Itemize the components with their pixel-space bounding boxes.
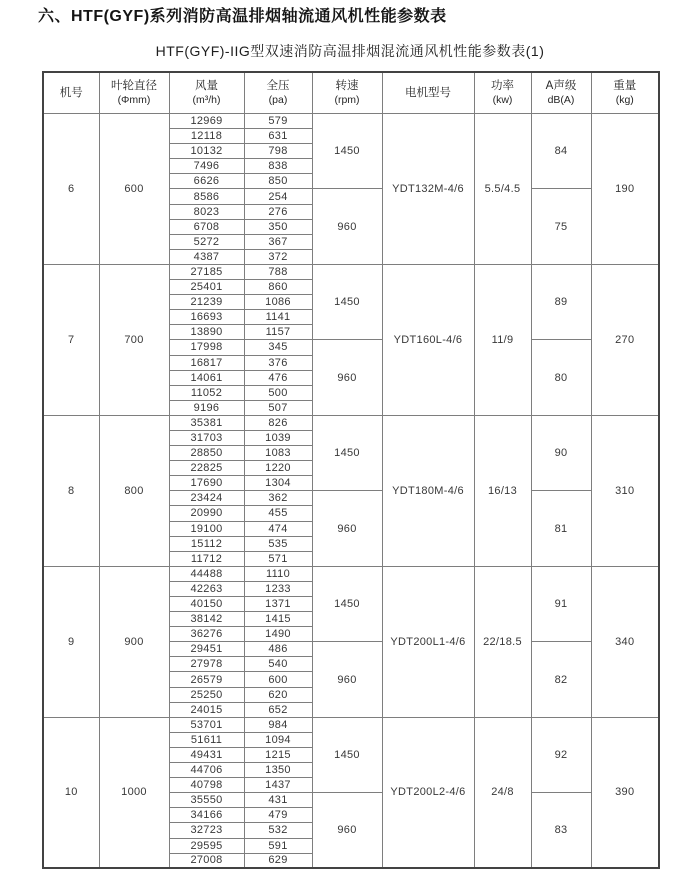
pressure-cell: 345 xyxy=(244,340,312,355)
motor-model-cell: YDT200L2-4/6 xyxy=(382,717,474,868)
pressure-cell: 629 xyxy=(244,853,312,868)
col-header-impeller-diameter xyxy=(99,72,169,114)
weight-cell: 310 xyxy=(591,415,659,566)
airflow-cell: 53701 xyxy=(169,717,244,732)
pressure-cell: 540 xyxy=(244,657,312,672)
airflow-cell: 44488 xyxy=(169,566,244,581)
machine-no-cell: 6 xyxy=(43,114,99,265)
airflow-cell: 28850 xyxy=(169,446,244,461)
pressure-cell: 431 xyxy=(244,793,312,808)
pressure-cell: 798 xyxy=(244,144,312,159)
weight-cell: 190 xyxy=(591,114,659,265)
airflow-cell: 19100 xyxy=(169,521,244,536)
airflow-cell: 16817 xyxy=(169,355,244,370)
pressure-cell: 1350 xyxy=(244,763,312,778)
pressure-cell: 652 xyxy=(244,702,312,717)
motor-model-cell: YDT200L1-4/6 xyxy=(382,566,474,717)
col-header-weight xyxy=(591,72,659,114)
header-unit: (m³/h) xyxy=(192,93,221,106)
col-header-power xyxy=(474,72,531,114)
airflow-cell: 9196 xyxy=(169,400,244,415)
airflow-cell: 49431 xyxy=(169,747,244,762)
airflow-cell: 27185 xyxy=(169,264,244,279)
impeller-diameter-cell: 800 xyxy=(99,415,169,566)
airflow-cell: 25250 xyxy=(169,687,244,702)
airflow-cell: 12118 xyxy=(169,129,244,144)
col-header-machine-no xyxy=(43,72,99,114)
speed-cell: 960 xyxy=(312,642,382,717)
noise-level-cell: 91 xyxy=(531,566,591,641)
airflow-cell: 17998 xyxy=(169,340,244,355)
pressure-cell: 984 xyxy=(244,717,312,732)
pressure-cell: 1083 xyxy=(244,446,312,461)
airflow-cell: 34166 xyxy=(169,808,244,823)
header-unit: (kg) xyxy=(615,93,634,106)
impeller-diameter-cell: 1000 xyxy=(99,717,169,868)
pressure-cell: 631 xyxy=(244,129,312,144)
pressure-cell: 1220 xyxy=(244,461,312,476)
pressure-cell: 1039 xyxy=(244,430,312,445)
airflow-cell: 11712 xyxy=(169,551,244,566)
airflow-cell: 20990 xyxy=(169,506,244,521)
power-cell: 16/13 xyxy=(474,415,531,566)
pressure-cell: 1110 xyxy=(244,566,312,581)
airflow-cell: 21239 xyxy=(169,295,244,310)
airflow-cell: 23424 xyxy=(169,491,244,506)
speed-cell: 1450 xyxy=(312,264,382,339)
pressure-cell: 486 xyxy=(244,642,312,657)
table-row xyxy=(43,717,659,732)
pressure-cell: 532 xyxy=(244,823,312,838)
table-header xyxy=(43,72,659,114)
table-row xyxy=(43,566,659,581)
airflow-cell: 40798 xyxy=(169,778,244,793)
noise-level-cell: 89 xyxy=(531,264,591,339)
impeller-diameter-cell: 900 xyxy=(99,566,169,717)
noise-level-cell: 92 xyxy=(531,717,591,792)
header-label: 功率 xyxy=(491,79,514,92)
impeller-diameter-cell: 700 xyxy=(99,264,169,415)
machine-no-cell: 9 xyxy=(43,566,99,717)
airflow-cell: 15112 xyxy=(169,536,244,551)
noise-level-cell: 83 xyxy=(531,793,591,868)
pressure-cell: 1141 xyxy=(244,310,312,325)
airflow-cell: 10132 xyxy=(169,144,244,159)
noise-level-cell: 80 xyxy=(531,340,591,415)
pressure-cell: 1415 xyxy=(244,612,312,627)
airflow-cell: 35381 xyxy=(169,415,244,430)
pressure-cell: 1304 xyxy=(244,476,312,491)
pressure-cell: 254 xyxy=(244,189,312,204)
header-label: 转速 xyxy=(335,79,359,92)
motor-model-cell: YDT180M-4/6 xyxy=(382,415,474,566)
airflow-cell: 5272 xyxy=(169,234,244,249)
table-row xyxy=(43,264,659,279)
airflow-cell: 25401 xyxy=(169,280,244,295)
airflow-cell: 31703 xyxy=(169,430,244,445)
airflow-cell: 14061 xyxy=(169,370,244,385)
header-label: 电机型号 xyxy=(405,86,451,99)
header-label: 风量 xyxy=(195,79,218,92)
pressure-cell: 1233 xyxy=(244,581,312,596)
airflow-cell: 27978 xyxy=(169,657,244,672)
airflow-cell: 13890 xyxy=(169,325,244,340)
motor-model-cell: YDT160L-4/6 xyxy=(382,264,474,415)
pressure-cell: 860 xyxy=(244,280,312,295)
power-cell: 5.5/4.5 xyxy=(474,114,531,265)
airflow-cell: 44706 xyxy=(169,763,244,778)
pressure-cell: 1157 xyxy=(244,325,312,340)
airflow-cell: 12969 xyxy=(169,114,244,129)
page-title: 六、HTF(GYF)系列消防高温排烟轴流通风机性能参数表 xyxy=(38,8,447,25)
noise-level-cell: 81 xyxy=(531,491,591,566)
airflow-cell: 8586 xyxy=(169,189,244,204)
pressure-cell: 350 xyxy=(244,219,312,234)
pressure-cell: 1490 xyxy=(244,627,312,642)
noise-level-cell: 82 xyxy=(531,642,591,717)
airflow-cell: 11052 xyxy=(169,385,244,400)
speed-cell: 960 xyxy=(312,189,382,264)
airflow-cell: 6708 xyxy=(169,219,244,234)
pressure-cell: 1371 xyxy=(244,597,312,612)
airflow-cell: 38142 xyxy=(169,612,244,627)
col-header-airflow xyxy=(169,72,244,114)
airflow-cell: 16693 xyxy=(169,310,244,325)
pressure-cell: 372 xyxy=(244,249,312,264)
speed-cell: 1450 xyxy=(312,114,382,189)
airflow-cell: 17690 xyxy=(169,476,244,491)
header-unit: dB(A) xyxy=(547,93,575,106)
col-header-motor-model xyxy=(382,72,474,114)
pressure-cell: 1094 xyxy=(244,732,312,747)
pressure-cell: 276 xyxy=(244,204,312,219)
airflow-cell: 8023 xyxy=(169,204,244,219)
header-unit: (pa) xyxy=(268,93,288,106)
machine-no-cell: 7 xyxy=(43,264,99,415)
pressure-cell: 455 xyxy=(244,506,312,521)
speed-cell: 960 xyxy=(312,491,382,566)
pressure-cell: 476 xyxy=(244,370,312,385)
pressure-cell: 591 xyxy=(244,838,312,853)
pressure-cell: 362 xyxy=(244,491,312,506)
speed-cell: 1450 xyxy=(312,415,382,490)
airflow-cell: 40150 xyxy=(169,597,244,612)
machine-no-cell: 8 xyxy=(43,415,99,566)
speed-cell: 960 xyxy=(312,340,382,415)
motor-model-cell: YDT132M-4/6 xyxy=(382,114,474,265)
airflow-cell: 27008 xyxy=(169,853,244,868)
speed-cell: 960 xyxy=(312,793,382,868)
power-cell: 22/18.5 xyxy=(474,566,531,717)
pressure-cell: 850 xyxy=(244,174,312,189)
airflow-cell: 35550 xyxy=(169,793,244,808)
noise-level-cell: 90 xyxy=(531,415,591,490)
pressure-cell: 579 xyxy=(244,114,312,129)
machine-no-cell: 10 xyxy=(43,717,99,868)
airflow-cell: 42263 xyxy=(169,581,244,596)
pressure-cell: 1086 xyxy=(244,295,312,310)
power-cell: 11/9 xyxy=(474,264,531,415)
pressure-cell: 600 xyxy=(244,672,312,687)
airflow-cell: 26579 xyxy=(169,672,244,687)
airflow-cell: 29451 xyxy=(169,642,244,657)
pressure-cell: 474 xyxy=(244,521,312,536)
airflow-cell: 51611 xyxy=(169,732,244,747)
airflow-cell: 4387 xyxy=(169,249,244,264)
airflow-cell: 24015 xyxy=(169,702,244,717)
pressure-cell: 367 xyxy=(244,234,312,249)
header-unit: (kw) xyxy=(492,93,513,106)
header-row xyxy=(43,72,659,114)
col-header-total-pressure xyxy=(244,72,312,114)
header-label: 重量 xyxy=(613,79,637,92)
pressure-cell: 826 xyxy=(244,415,312,430)
noise-level-cell: 75 xyxy=(531,189,591,264)
col-header-speed xyxy=(312,72,382,114)
table-subtitle: HTF(GYF)-IIG型双速消防高温排烟混流通风机性能参数表(1) xyxy=(155,43,545,59)
header-unit: (rpm) xyxy=(334,93,360,106)
header-unit: (Φmm) xyxy=(117,93,151,106)
noise-level-cell: 84 xyxy=(531,114,591,189)
pressure-cell: 620 xyxy=(244,687,312,702)
header-label: 全压 xyxy=(266,79,290,92)
airflow-cell: 36276 xyxy=(169,627,244,642)
airflow-cell: 7496 xyxy=(169,159,244,174)
col-header-noise-level xyxy=(531,72,591,114)
fan-performance-table xyxy=(42,71,660,869)
table-body xyxy=(43,114,659,869)
pressure-cell: 571 xyxy=(244,551,312,566)
pressure-cell: 1437 xyxy=(244,778,312,793)
table-row xyxy=(43,415,659,430)
header-label: 叶轮直径 xyxy=(111,79,157,92)
impeller-diameter-cell: 600 xyxy=(99,114,169,265)
header-label: A声级 xyxy=(545,79,577,92)
speed-cell: 1450 xyxy=(312,566,382,641)
pressure-cell: 1215 xyxy=(244,747,312,762)
pressure-cell: 507 xyxy=(244,400,312,415)
weight-cell: 390 xyxy=(591,717,659,868)
pressure-cell: 500 xyxy=(244,385,312,400)
pressure-cell: 376 xyxy=(244,355,312,370)
airflow-cell: 6626 xyxy=(169,174,244,189)
weight-cell: 270 xyxy=(591,264,659,415)
airflow-cell: 22825 xyxy=(169,461,244,476)
pressure-cell: 788 xyxy=(244,264,312,279)
weight-cell: 340 xyxy=(591,566,659,717)
header-label: 机号 xyxy=(59,86,83,99)
table-row xyxy=(43,114,659,129)
pressure-cell: 535 xyxy=(244,536,312,551)
pressure-cell: 479 xyxy=(244,808,312,823)
pressure-cell: 838 xyxy=(244,159,312,174)
airflow-cell: 29595 xyxy=(169,838,244,853)
power-cell: 24/8 xyxy=(474,717,531,868)
speed-cell: 1450 xyxy=(312,717,382,792)
airflow-cell: 32723 xyxy=(169,823,244,838)
